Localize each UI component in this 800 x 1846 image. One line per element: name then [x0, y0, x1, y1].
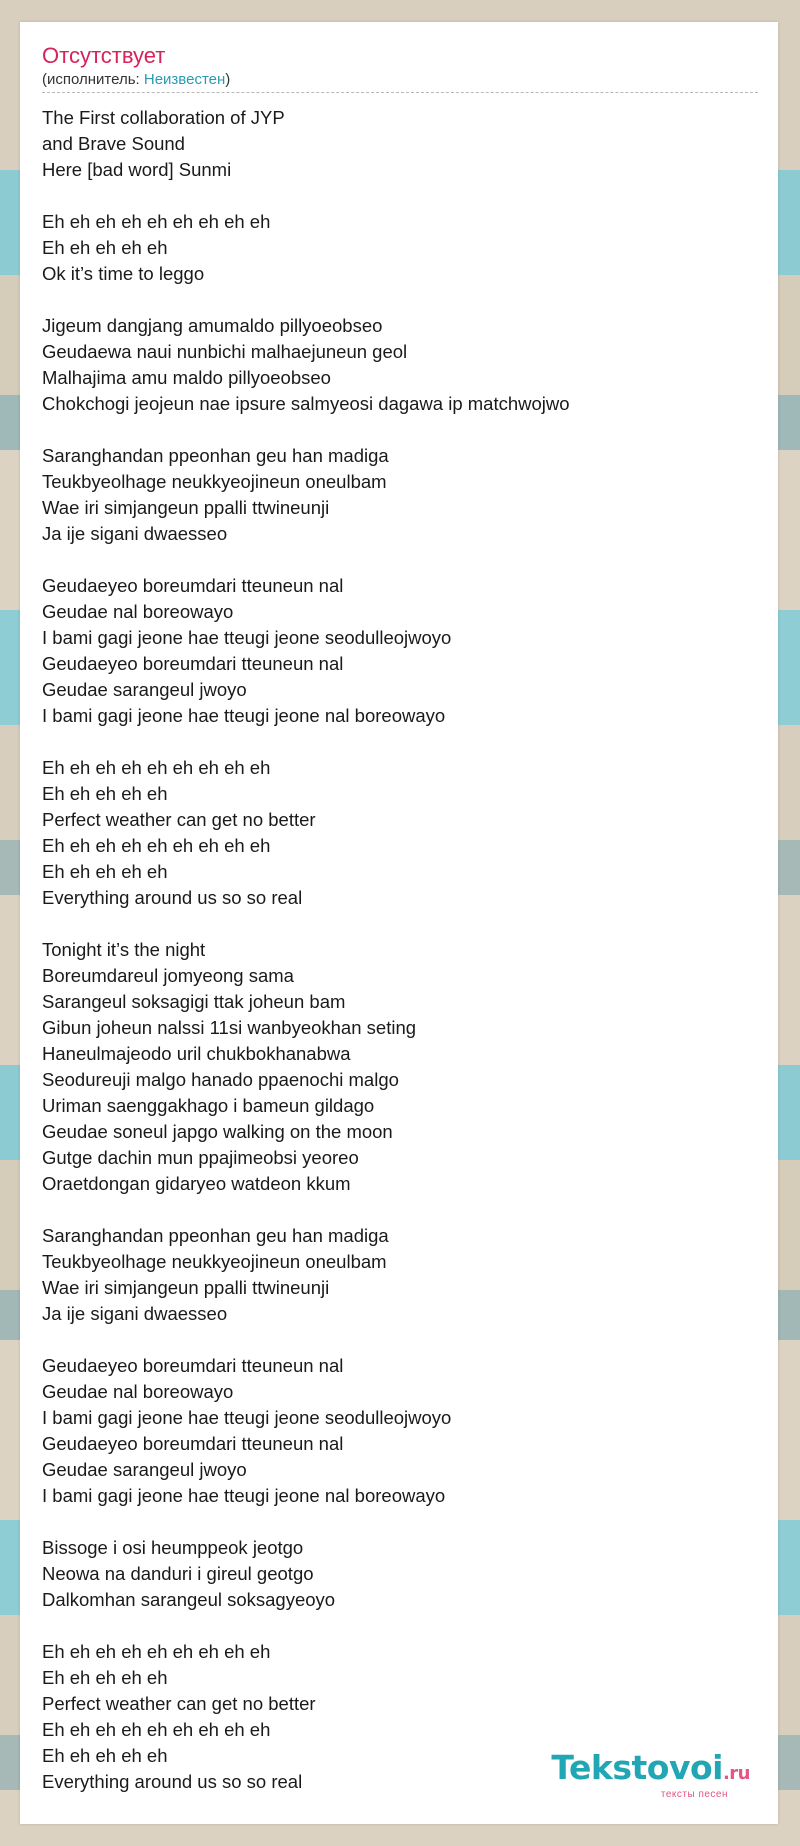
lyrics-line: I bami gagi jeone hae tteugi jeone nal boreowayo: [42, 1485, 446, 1506]
lyrics-line: Jigeum dangjang amumaldo pillyoeobseo: [42, 315, 383, 336]
lyrics-line: Eh eh eh eh eh eh eh eh eh: [42, 211, 271, 232]
artist-suffix: ): [225, 71, 231, 88]
lyrics-line: Saranghandan ppeonhan geu han madiga: [42, 445, 389, 466]
lyrics-stanza: [42, 1535, 758, 1613]
lyrics-stanza: [42, 1353, 758, 1509]
lyrics-line: Eh eh eh eh eh eh eh eh eh: [42, 835, 271, 856]
lyrics-line: Gutge dachin mun ppajimeobsi yeoreo: [42, 1147, 359, 1168]
lyrics-line: Geudae soneul japgo walking on the moon: [42, 1121, 393, 1142]
artist-link[interactable]: Неизвестен: [143, 71, 226, 88]
lyrics-line: Eh eh eh eh eh eh eh eh eh: [42, 1719, 271, 1740]
lyrics-line: Geudaeyeo boreumdari tteuneun nal: [42, 575, 344, 596]
lyrics-line: Ja ije sigani dwaesseo: [42, 1303, 228, 1324]
lyrics-stanza: [42, 443, 758, 547]
lyrics-line: Everything around us so so real: [42, 887, 303, 908]
lyrics-stanza: [42, 209, 758, 287]
lyrics-line: Eh eh eh eh eh: [42, 1667, 168, 1688]
lyrics-line: Seodureuji malgo hanado ppaenochi malgo: [42, 1069, 399, 1090]
lyrics-line: Dalkomhan sarangeul soksagyeoyo: [42, 1589, 336, 1610]
lyrics-line: Geudaewa naui nunbichi malhaejuneun geol: [42, 341, 408, 362]
lyrics-line: Ok it’s time to leggo: [42, 263, 205, 284]
lyrics-line: The First collaboration of JYP: [42, 107, 285, 128]
lyrics-line: Sarangeul soksagigi ttak joheun bam: [42, 991, 346, 1012]
logo-tagline: тексты песен: [660, 1789, 728, 1800]
lyrics-stanza: [42, 573, 758, 729]
lyrics-line: Geudaeyeo boreumdari tteuneun nal: [42, 1433, 344, 1454]
lyrics-line: and Brave Sound: [42, 133, 185, 154]
lyrics-line: Teukbyeolhage neukkyeojineun oneulbam: [42, 1251, 387, 1272]
lyrics-line: Wae iri simjangeun ppalli ttwineunji: [42, 1277, 330, 1298]
lyrics-stanza: [42, 313, 758, 417]
lyrics-line: Gibun joheun nalssi 11si wanbyeokhan seting: [42, 1017, 417, 1038]
lyrics-line: Eh eh eh eh eh: [42, 237, 168, 258]
logo-tld: .ru: [722, 1763, 750, 1784]
lyrics-line: Ja ije sigani dwaesseo: [42, 523, 228, 544]
lyrics-line: Boreumdareul jomyeong sama: [42, 965, 294, 986]
lyrics-line: Geudae sarangeul jwoyo: [42, 679, 247, 700]
lyrics-stanza: [42, 937, 758, 1197]
lyrics-line: Here [bad word] Sunmi: [42, 159, 232, 180]
lyrics-line: Oraetdongan gidaryeo watdeon kkum: [42, 1173, 351, 1194]
lyrics-line: Geudae sarangeul jwoyo: [42, 1459, 247, 1480]
lyrics-line: Saranghandan ppeonhan geu han madiga: [42, 1225, 389, 1246]
lyrics-line: Geudaeyeo boreumdari tteuneun nal: [42, 1355, 344, 1376]
lyrics-line: Eh eh eh eh eh: [42, 861, 168, 882]
artist-prefix: (исполнитель:: [42, 71, 144, 88]
lyrics-line: Chokchogi jeojeun nae ipsure salmyeosi dagawa ip matchwojwo: [42, 393, 570, 414]
lyrics-line: I bami gagi jeone hae tteugi jeone seodulleojwoyo: [42, 627, 452, 648]
lyrics-line: Neowa na danduri i gireul geotgo: [42, 1563, 314, 1584]
lyrics-line: Perfect weather can get no better: [42, 809, 316, 830]
lyrics-stanza: [42, 755, 758, 911]
site-logo[interactable]: [551, 1748, 750, 1800]
lyrics-line: Geudaeyeo boreumdari tteuneun nal: [42, 653, 344, 674]
lyrics-line: I bami gagi jeone hae tteugi jeone nal boreowayo: [42, 705, 446, 726]
lyrics-line: Everything around us so so real: [42, 1771, 303, 1792]
lyrics-line: Teukbyeolhage neukkyeojineun oneulbam: [42, 471, 387, 492]
lyrics-line: Wae iri simjangeun ppalli ttwineunji: [42, 497, 330, 518]
lyrics-stanza: [42, 1223, 758, 1327]
song-header: [42, 42, 758, 93]
lyrics-page: [20, 22, 778, 1824]
artist-line: [42, 70, 758, 90]
song-title: Отсутствует: [42, 43, 166, 68]
lyrics-line: Uriman saenggakhago i bameun gildago: [42, 1095, 375, 1116]
lyrics-text: [42, 105, 758, 1821]
lyrics-line: Eh eh eh eh eh: [42, 783, 168, 804]
lyrics-stanza: [42, 105, 758, 183]
lyrics-line: Haneulmajeodo uril chukbokhanabwa: [42, 1043, 351, 1064]
lyrics-line: Eh eh eh eh eh: [42, 1745, 168, 1766]
lyrics-line: Perfect weather can get no better: [42, 1693, 316, 1714]
lyrics-line: Tonight it’s the night: [42, 939, 206, 960]
lyrics-line: Bissoge i osi heumppeok jeotgo: [42, 1537, 304, 1558]
lyrics-line: I bami gagi jeone hae tteugi jeone seodulleojwoyo: [42, 1407, 452, 1428]
logo-name: Tekstovoi: [551, 1748, 723, 1787]
lyrics-line: Eh eh eh eh eh eh eh eh eh: [42, 1641, 271, 1662]
logo-wordmark: [551, 1748, 750, 1791]
lyrics-line: Eh eh eh eh eh eh eh eh eh: [42, 757, 271, 778]
lyrics-line: Geudae nal boreowayo: [42, 601, 234, 622]
lyrics-line: Geudae nal boreowayo: [42, 1381, 234, 1402]
lyrics-line: Malhajima amu maldo pillyoeobseo: [42, 367, 331, 388]
